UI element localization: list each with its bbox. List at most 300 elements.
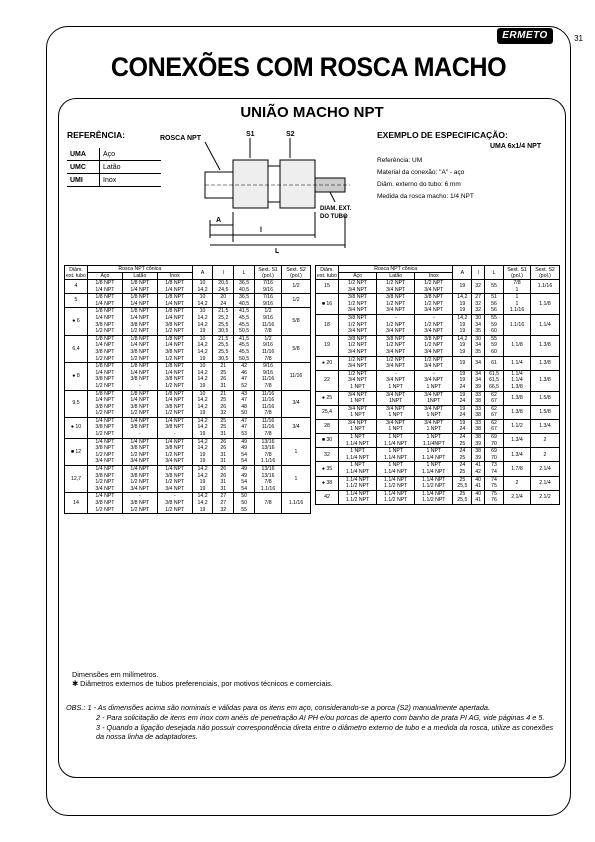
example-line: Referência: UM <box>377 157 423 164</box>
cell-s2: 1.3/8 <box>531 335 560 356</box>
cell-aco: 1 NPT 1.1/4 NPT <box>339 448 377 462</box>
cell-inox: - 1/2 NPT 3/4 NPT <box>415 314 453 335</box>
cell-d: ● 10 <box>65 417 88 438</box>
cell-lat: 1/8 NPT 1/4 NPT 3/8 NPT 1/2 NPT <box>122 335 157 362</box>
cell-inox: 1/8 NPT 1/4 NPT 3/8 NPT 1/2 NPT <box>157 390 192 417</box>
cell-a: 19 <box>453 280 472 294</box>
cell-s1: 1.1/4 <box>504 356 531 370</box>
header-aco: Aço <box>88 273 123 280</box>
cell-d: 14 <box>65 493 88 514</box>
cell-s2: 1.3/4 <box>531 419 560 433</box>
cell-s1: 7/8 <box>255 493 282 514</box>
cell-aco: 3/8 NPT 1/2 NPT 3/4 NPT <box>339 314 377 335</box>
cell-s1: 1.3/4 <box>504 434 531 448</box>
cell-s1: 7/16 9/16 <box>255 294 282 308</box>
cell-d: 42 <box>316 490 339 504</box>
table-row <box>316 314 560 335</box>
reference-row <box>67 161 161 174</box>
table-header-row <box>316 266 560 273</box>
cell-lat: 1/8 NPT 1/4 NPT <box>122 280 157 294</box>
cell-d: ■ 16 <box>316 294 339 315</box>
reference-material: Inox <box>100 174 162 187</box>
obs-item: 3 - Quando a ligação desejada não possuir correspondência direta entre o diâmetro externo de tubo e a medida da rosca, utilize as conexões da nossa linha de adaptadores. <box>96 723 554 741</box>
cell-l: 61 <box>485 356 504 370</box>
cell-a: 10 14,2 <box>192 280 213 294</box>
cell-s1: 7/8 1 <box>504 280 531 294</box>
cell-l: 49 49 54 54 <box>234 466 255 493</box>
cell-d: ● 35 <box>316 462 339 476</box>
cell-lat: 1/2 NPT 3/4 NPT <box>377 280 415 294</box>
cell-l: 33 38 <box>472 405 485 419</box>
cell-aco: 1/4 NPT 3/8 NPT 1/2 NPT 3/4 NPT <box>88 466 123 493</box>
cell-inox: 1/8 NPT 1/4 NPT 3/8 NPT 1/2 NPT <box>157 335 192 362</box>
label-tubo: DO TUBO <box>320 214 348 220</box>
cell-lat: 1 NPT 1.1/4 NPT <box>377 448 415 462</box>
cell-aco: 1/2 NPT 3/4 NPT <box>339 356 377 370</box>
example-line: Medida da rosca macho: 1/4 NPT <box>377 193 474 200</box>
cell-s2: 1.3/8 <box>531 356 560 370</box>
cell-d: ● 6 <box>65 308 88 335</box>
cell-l: 32 <box>472 280 485 294</box>
cell-inox: 1/4 NPT 3/8 NPT - <box>157 417 192 438</box>
table-row <box>316 434 560 448</box>
table-row <box>316 356 560 370</box>
header-s2: Sext. S2 (pol.) <box>282 266 311 280</box>
cell-lat: 1/8 NPT 1/4 NPT 3/8 NPT 1/2 NPT <box>122 308 157 335</box>
cell-d: 22 <box>316 370 339 391</box>
cell-l: 62 67 <box>485 391 504 405</box>
cell-aco: 1/8 NPT 1/4 NPT <box>88 280 123 294</box>
table-row <box>316 419 560 433</box>
cell-a: 24 25 <box>453 434 472 448</box>
footnotes <box>72 670 333 688</box>
cell-l: 69 70 <box>485 448 504 462</box>
table-row <box>316 391 560 405</box>
cell-s1: 1.1/8 <box>504 335 531 356</box>
cell-inox: 1/2 NPT 3/4 NPT <box>415 356 453 370</box>
cell-d: ● 25 <box>316 391 339 405</box>
cell-a: 14,2 14,2 19 <box>192 417 213 438</box>
cell-s1: 2.1/4 <box>504 490 531 504</box>
cell-l: 49 49 54 54 <box>234 438 255 465</box>
cell-inox: 3/8 NPT 1/2 NPT 3/4 NPT <box>415 335 453 356</box>
cell-l: 34 <box>472 356 485 370</box>
cell-l: 30 34 35 <box>472 314 485 335</box>
cell-d: 32 <box>316 448 339 462</box>
header-diam: Diâm. ext. tubo <box>317 266 337 279</box>
table-row <box>65 390 311 417</box>
cell-aco: 1/8 NPT 1/4 NPT 3/8 NPT 1/2 NPT <box>88 308 123 335</box>
cell-aco: 1/8 NPT 1/4 NPT 3/8 NPT 1/2 NPT <box>88 335 123 362</box>
cell-lat: 3/8 NPT 1/2 NPT 3/4 NPT <box>377 335 415 356</box>
cell-d: ● 38 <box>316 476 339 490</box>
page-title: CONEXÕES COM ROSCA MACHO <box>110 52 507 82</box>
cell-d: 18 <box>316 314 339 335</box>
label-s1: S1 <box>246 131 255 138</box>
cell-a: 19 24 <box>453 391 472 405</box>
label-diam: DIAM. EXT. <box>320 206 352 212</box>
cell-l: 36,5 40,5 <box>234 280 255 294</box>
header-s2: Sext. S2 (pol.) <box>531 266 560 280</box>
cell-s2: 1/2 <box>282 294 311 308</box>
footnote-dims: Dimensões em milímetros. <box>72 670 159 679</box>
table-row <box>316 476 560 490</box>
cell-l: 43 47 48 50 <box>234 390 255 417</box>
cell-s2: 5/8 <box>282 308 311 335</box>
header-a: A <box>192 266 213 280</box>
cell-lat: 1.1/4 NPT 1.1/2 NPT <box>377 476 415 490</box>
cell-aco: 3/8 NPT 1/2 NPT 3/4 NPT <box>339 335 377 356</box>
cell-a: 14,2 19 19 <box>453 294 472 315</box>
header-L: L <box>234 266 255 280</box>
cell-s2: 2 <box>531 434 560 448</box>
cell-s2: 1/2 <box>282 280 311 294</box>
cell-l: 42 46 47 52 <box>234 363 255 390</box>
cell-l: 75 76 <box>485 490 504 504</box>
reference-table <box>67 148 161 187</box>
cell-l: 33 38 <box>472 391 485 405</box>
cell-inox: 1 NPT 1.1/4 NPT <box>415 448 453 462</box>
table-row <box>65 493 311 514</box>
cell-l: 27 27 32 <box>213 493 234 514</box>
cell-inox: 1/8 NPT 1/4 NPT <box>157 280 192 294</box>
cell-d: 9,5 <box>65 390 88 417</box>
cell-inox: 1 NPT 1.1/4 NPT <box>415 462 453 476</box>
cell-l: 40 41 <box>472 490 485 504</box>
cell-s1: 9/16 9/16 11/16 7/8 <box>255 363 282 390</box>
label-a: A <box>216 217 222 224</box>
cell-l: 21,5 25,2 25,5 30,5 <box>213 308 234 335</box>
cell-l: 36,5 40,5 <box>234 294 255 308</box>
cell-aco: 3/8 NPT 1/2 NPT 3/4 NPT <box>339 294 377 315</box>
cell-l: 74 75 <box>485 476 504 490</box>
cell-a: 19 24 <box>453 405 472 419</box>
cell-inox: 3/4 NPT 1 NPT <box>415 405 453 419</box>
cell-s1: 7/16 9/16 <box>255 280 282 294</box>
cell-l: 21 25 26 31 <box>213 363 234 390</box>
cell-l: 55 <box>485 280 504 294</box>
cell-inox: 1/2 NPT 3/4 NPT <box>415 280 453 294</box>
cell-d: ■ 12 <box>65 438 88 465</box>
table-row <box>316 335 560 356</box>
cell-aco: 1/2 NPT 3/4 NPT 1 NPT <box>339 370 377 391</box>
cell-lat: 3/8 NPT 1/2 NPT 3/4 NPT <box>377 294 415 315</box>
cell-d: 15 <box>316 280 339 294</box>
cell-l: 38 39 <box>472 448 485 462</box>
cell-a: 10 14,2 14,2 19 <box>192 363 213 390</box>
label-s2: S2 <box>286 131 295 138</box>
cell-l: 55 59 60 <box>485 335 504 356</box>
cell-a: 14,2 19 19 <box>453 314 472 335</box>
table-row <box>316 448 560 462</box>
cell-inox: 1/4 NPT 3/8 NPT 1/2 NPT 3/4 NPT <box>157 466 192 493</box>
cell-aco: 1/4 NPT 3/8 NPT 1/2 NPT <box>88 493 123 514</box>
cell-lat: - 3/4 NPT 1 NPT <box>377 370 415 391</box>
cell-l: 61,5 61,5 66,5 <box>485 370 504 391</box>
cell-l: 26 26 31 31 <box>213 466 234 493</box>
cell-a: 14,2 14,2 19 <box>192 493 213 514</box>
table-row <box>65 280 311 294</box>
reference-code: UMA <box>67 148 100 161</box>
header-s1: Sext. S1 (pol.) <box>504 266 531 280</box>
header-latao: Latão <box>377 273 415 280</box>
cell-d: ● 8 <box>65 363 88 390</box>
cell-d: 19 <box>316 335 339 356</box>
table-header-row <box>65 266 311 273</box>
cell-aco: 1 NPT 1.1/4 NPT <box>339 434 377 448</box>
cell-inox: 3/4 NPT 1 NPT <box>415 419 453 433</box>
cell-l: 55 59 60 <box>485 314 504 335</box>
cell-d: ■ 30 <box>316 434 339 448</box>
cell-l: 26 26 31 31 <box>213 438 234 465</box>
right-dimensions-table <box>315 265 560 505</box>
cell-l: 41,5 45,5 45,5 50,5 <box>234 335 255 362</box>
cell-lat: 1/8 NPT 1/4 NPT 3/8 NPT - <box>122 363 157 390</box>
cell-s1: 1.3/8 <box>504 405 531 419</box>
cell-s1: 11/16 11/16 11/16 7/8 <box>255 390 282 417</box>
cell-a: 25 25,5 <box>453 476 472 490</box>
cell-d: 4 <box>65 280 88 294</box>
cell-l: 21,5 25,5 25,5 30,5 <box>213 335 234 362</box>
label-rosca: ROSCA NPT <box>160 135 201 142</box>
cell-l: 34 34 39 <box>472 370 485 391</box>
cell-inox: 1.1/4 NPT 1.1/2 NPT <box>415 476 453 490</box>
header-latao: Latão <box>122 273 157 280</box>
cell-inox: 1 NPT 1.1/4NPT <box>415 434 453 448</box>
cell-l: 41 42 <box>472 462 485 476</box>
table-row <box>316 490 560 504</box>
cell-l: 21 25 26 32 <box>213 390 234 417</box>
cell-s2: 1.1/16 <box>282 493 311 514</box>
cell-aco: 1/2 NPT 3/4 NPT <box>339 280 377 294</box>
cell-a: 10 14,2 14,2 19 <box>192 308 213 335</box>
cell-l: 47 47 53 <box>234 417 255 438</box>
cell-l: 41,5 45,5 45,5 50,5 <box>234 308 255 335</box>
header-aco: Aço <box>339 273 377 280</box>
cell-l: 51 56 56 <box>485 294 504 315</box>
cell-a: 10 14,2 14,2 19 <box>192 390 213 417</box>
cell-inox: 1.1/4 NPT 1.1/2 NPT <box>415 490 453 504</box>
observations <box>66 703 562 742</box>
table-row <box>316 294 560 315</box>
cell-s2: 11/16 <box>282 363 311 390</box>
cell-s2: 2.1/4 <box>531 462 560 476</box>
cell-inox: 1/4 NPT 3/8 NPT 1/2 NPT 3/4 NPT <box>157 438 192 465</box>
cell-l: 40 41 <box>472 476 485 490</box>
header-a: A <box>453 266 472 280</box>
cell-a: 19 24 <box>453 419 472 433</box>
example-line: Diâm. externo do tubo: 6 mm <box>377 181 461 188</box>
example-heading: EXEMPLO DE ESPECIFICAÇÃO: <box>377 130 508 140</box>
cell-lat: - 3/8 NPT 1/2 NPT <box>122 493 157 514</box>
cell-l: 50 50 55 <box>234 493 255 514</box>
reference-code: UMI <box>67 174 100 187</box>
cell-s1: 11/16 11/16 7/8 <box>255 417 282 438</box>
cell-s2: 3/4 <box>282 390 311 417</box>
header-diam: Diâm. ext. tubo <box>66 266 86 279</box>
label-l: l <box>260 227 262 234</box>
cell-s1: 1/2 9/16 11/16 7/8 <box>255 308 282 335</box>
cell-l: 30 34 35 <box>472 335 485 356</box>
cell-aco: 1/8 NPT 1/4 NPT <box>88 294 123 308</box>
table-row <box>65 294 311 308</box>
cell-lat: 1/2 NPT 3/4 NPT <box>377 356 415 370</box>
reference-heading: REFERÊNCIA: <box>67 130 126 140</box>
cell-s2: 2 <box>531 448 560 462</box>
cell-lat: 1 NPT 1.1/4 NPT <box>377 462 415 476</box>
cell-s2: 1.3/8 <box>531 370 560 391</box>
obs-item: 2 - Para solicitação de itens em inox com anéis de penetração AI PH e/ou porcas de aperto com banho de prata PI AG, vide páginas 4 e 5. <box>96 713 545 722</box>
cell-lat: 1/4 NPT 3/8 NPT - <box>122 417 157 438</box>
cell-l: 25 25 31 <box>213 417 234 438</box>
cell-aco: 1 NPT 1.1/4 NPT <box>339 462 377 476</box>
table-row <box>316 280 560 294</box>
cell-d: 12,7 <box>65 466 88 493</box>
cell-l: 62 67 <box>485 419 504 433</box>
cell-s2: 1.1/8 <box>531 294 560 315</box>
header-rosca: Rosca NPT cônica <box>339 266 453 273</box>
cell-aco: 3/4 NPT 1 NPT <box>339 391 377 405</box>
cell-inox: 3/8 NPT 1/2 NPT 3/4 NPT <box>415 294 453 315</box>
cell-l: 62 67 <box>485 405 504 419</box>
header-inox: Inox <box>415 273 453 280</box>
cell-s1: 1.1/16 <box>504 314 531 335</box>
header-rosca: Rosca NPT cônica <box>88 266 193 273</box>
cell-a: 19 19 24 <box>453 370 472 391</box>
table-row <box>65 363 311 390</box>
cell-lat: 1 NPT 1.1/4 NPT <box>377 434 415 448</box>
table-row <box>65 308 311 335</box>
cell-inox: 1/8 NPT 1/4 NPT <box>157 294 192 308</box>
cell-s1: 1.3/4 <box>504 448 531 462</box>
cell-l: 27 32 32 <box>472 294 485 315</box>
fitting-drawing <box>150 130 380 255</box>
reference-material: Latão <box>100 161 162 174</box>
cell-aco: 1/8 NPT 1/4 NPT 3/8 NPT 1/2 NPT <box>88 390 123 417</box>
cell-aco: 1/4 NPT 3/8 NPT 1/2 NPT <box>88 417 123 438</box>
cell-a: 14,2 14,2 19 19 <box>192 438 213 465</box>
table-row <box>65 466 311 493</box>
table-row <box>65 417 311 438</box>
cell-lat: 1/4 NPT 3/8 NPT 1/2 NPT 3/4 NPT <box>122 438 157 465</box>
footnote-preferred: ✱ Diâmetros externos de tubos preferenciais, por motivos técnicos e comerciais. <box>72 679 333 688</box>
example-code: UMA 6x1/4 NPT <box>490 143 542 150</box>
cell-inox: - 3/8 NPT 1/2 NPT <box>157 493 192 514</box>
table-row <box>65 438 311 465</box>
cell-s2: 1.1/4 <box>531 314 560 335</box>
cell-s1: 1 1 1.1/16 <box>504 294 531 315</box>
cell-s1: 1/2 9/16 11/16 7/8 <box>255 335 282 362</box>
cell-s2: 2.1/4 <box>531 476 560 490</box>
cell-s1: 1.1/4 1.1/4 1.3/8 <box>504 370 531 391</box>
cell-l: 38 39 <box>472 434 485 448</box>
cell-lat: 1/8 NPT 1/4 NPT <box>122 294 157 308</box>
table-row <box>65 335 311 362</box>
header-L: L <box>485 266 504 280</box>
cell-inox: 3/4 NPT 1NPT <box>415 391 453 405</box>
cell-a: 19 <box>453 356 472 370</box>
cell-s1: 13/16 13/16 7/8 1.1/16 <box>255 466 282 493</box>
cell-l: 69 70 <box>485 434 504 448</box>
cell-a: 14,2 14,2 19 19 <box>192 466 213 493</box>
cell-s1: 1.7/8 <box>504 462 531 476</box>
brand-logo: ERMETO <box>497 28 553 44</box>
cell-s1: 2 <box>504 476 531 490</box>
cell-d: 6,4 <box>65 335 88 362</box>
cell-s2: 2.1/2 <box>531 490 560 504</box>
cell-a: 24 25 <box>453 462 472 476</box>
example-line: Material da conexão: "A" - aço <box>377 169 465 176</box>
table-row <box>316 405 560 419</box>
cell-a: 25 25,5 <box>453 490 472 504</box>
cell-aco: 3/4 NPT 1 NPT <box>339 419 377 433</box>
cell-lat: 1/8 NPT 1/4 NPT 3/8 NPT 1/2 NPT <box>122 390 157 417</box>
obs-item: OBS.: 1 - As dimensões acima são nominais e válidas para os itens em aço, considerando-se a porca (S2) manualmente apertada. <box>66 703 490 712</box>
section-title: UNIÃO MACHO NPT <box>240 104 384 121</box>
reference-row <box>67 174 161 187</box>
header-s1: Sext. S1 (pol.) <box>255 266 282 280</box>
left-dimensions-table <box>64 265 311 514</box>
cell-aco: 1.1/4 NPT 1.1/2 NPT <box>339 490 377 504</box>
table-row <box>316 370 560 391</box>
cell-d: 5 <box>65 294 88 308</box>
cell-s2: 3/4 <box>282 417 311 438</box>
cell-lat: 1/4 NPT 3/8 NPT 1/2 NPT 3/4 NPT <box>122 466 157 493</box>
cell-d: 25,4 <box>316 405 339 419</box>
cell-aco: 1/8 NPT 1/4 NPT 3/8 NPT 1/2 NPT <box>88 363 123 390</box>
cell-s1: 1.3/8 <box>504 391 531 405</box>
cell-inox: 1/8 NPT 1/4 NPT 3/8 NPT 1/2 NPT <box>157 308 192 335</box>
cell-s2: 1.5/8 <box>531 391 560 405</box>
cell-s2: 5/8 <box>282 335 311 362</box>
header-l: l <box>213 266 234 280</box>
cell-s2: 1.1/16 <box>531 280 560 294</box>
cell-inox: 1/8 NPT 1/4 NPT 3/8 NPT 1/2 NPT <box>157 363 192 390</box>
cell-s1: 13/16 13/16 7/8 1.1/16 <box>255 438 282 465</box>
cell-d: 28 <box>316 419 339 433</box>
cell-inox: - 3/4 NPT 1 NPT <box>415 370 453 391</box>
page-number: 31 <box>574 34 583 43</box>
cell-aco: 3/4 NPT 1 NPT <box>339 405 377 419</box>
header-inox: Inox <box>157 273 192 280</box>
cell-a: 10 14,2 <box>192 294 213 308</box>
cell-d: ● 20 <box>316 356 339 370</box>
cell-a: 24 25 <box>453 448 472 462</box>
cell-l: 20 24 <box>213 294 234 308</box>
reference-row <box>67 148 161 161</box>
cell-lat: - 1/2 NPT 3/4 NPT <box>377 314 415 335</box>
reference-code: UMC <box>67 161 100 174</box>
cell-lat: 3/4 NPT 1 NPT <box>377 405 415 419</box>
cell-a: 14,2 19 19 <box>453 335 472 356</box>
cell-l: 33 38 <box>472 419 485 433</box>
cell-l: 20,5 24,5 <box>213 280 234 294</box>
table-row <box>316 462 560 476</box>
cell-l: 73 74 <box>485 462 504 476</box>
cell-lat: 3/4 NPT 1 NPT <box>377 419 415 433</box>
header-l: l <box>472 266 485 280</box>
cell-s2: 1 <box>282 466 311 493</box>
cell-a: 10 14,2 14,2 19 <box>192 335 213 362</box>
cell-s2: 1 <box>282 438 311 465</box>
cell-s1: 1.1/2 <box>504 419 531 433</box>
cell-aco: 1/4 NPT 3/8 NPT 1/2 NPT 3/4 NPT <box>88 438 123 465</box>
cell-s2: 1.5/8 <box>531 405 560 419</box>
label-L: L <box>275 248 280 255</box>
cell-lat: 1.1/4 NPT 1.1/2 NPT <box>377 490 415 504</box>
reference-material: Aço <box>100 148 162 161</box>
cell-lat: 3/4 NPT 1NPT <box>377 391 415 405</box>
